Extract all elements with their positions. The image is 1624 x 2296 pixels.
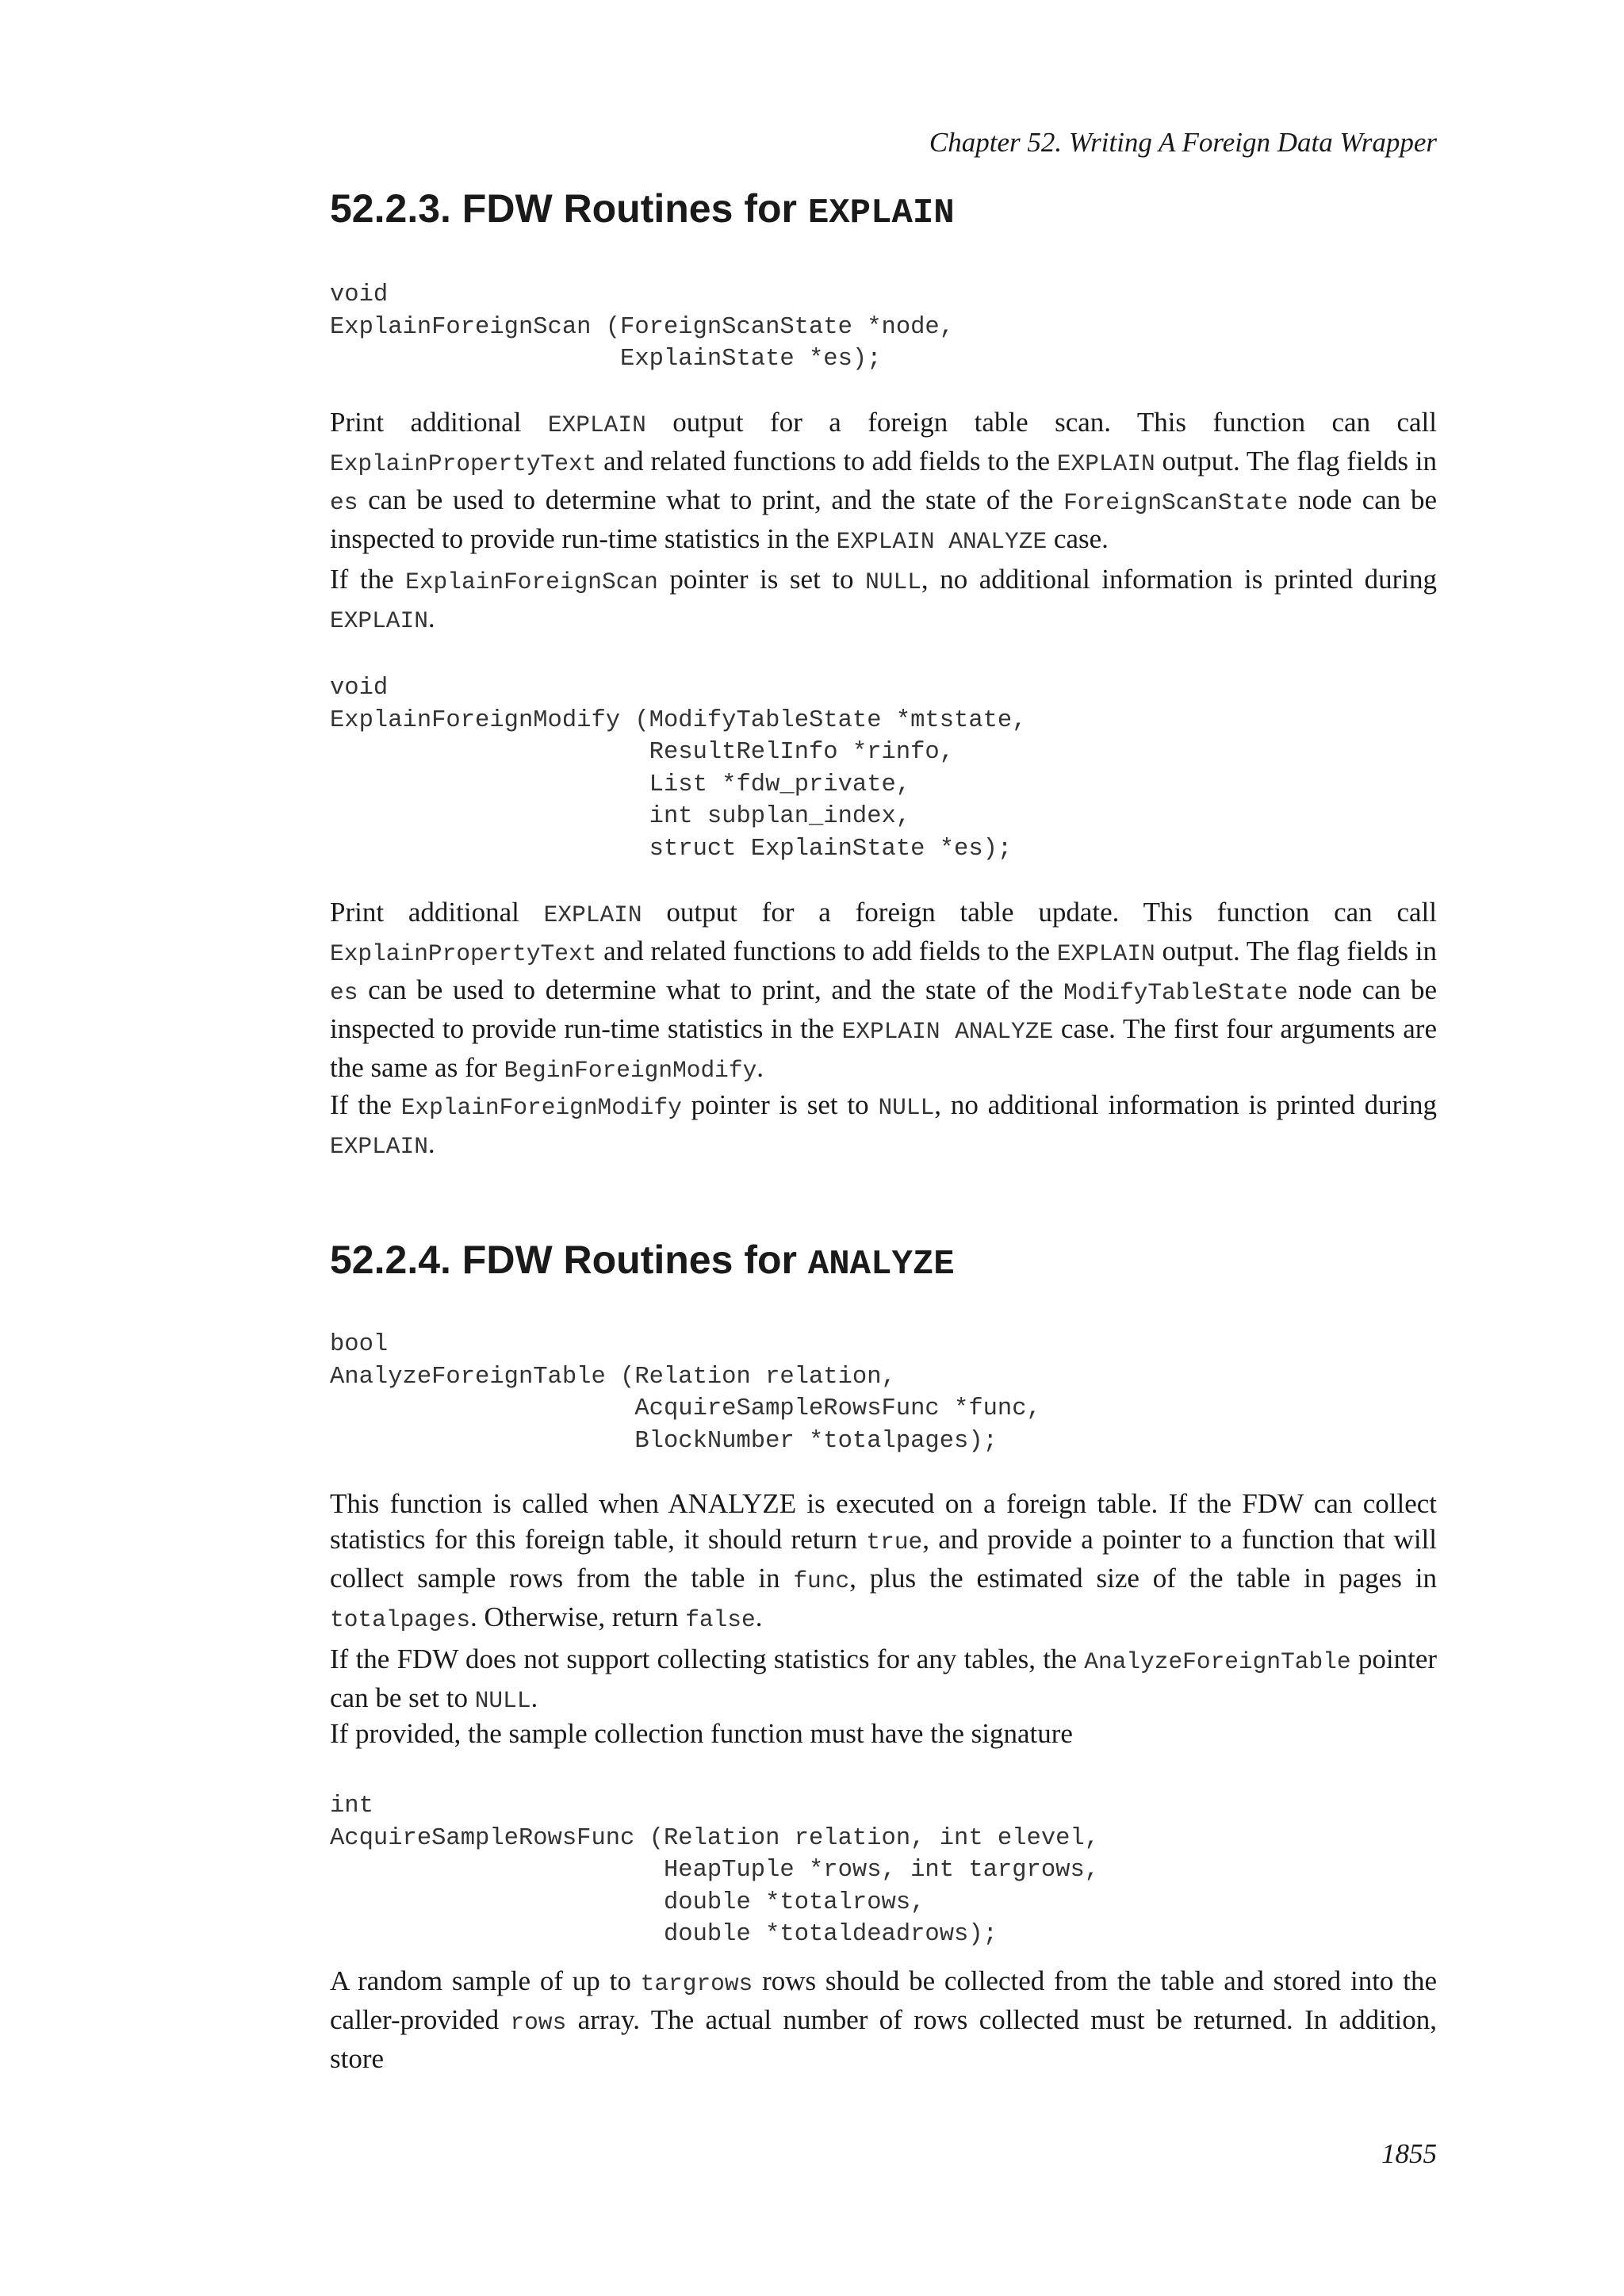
code-acquire-sample-rows-func: int AcquireSampleRowsFunc (Relation relation, int elevel, HeapTuple *rows, int targrows, double *totalrows, double *totaldeadrows); xyxy=(330,1793,1100,1948)
paragraph-explain-modify-description: Print additional EXPLAIN output for a foreign table update. This function can call ExplainPropertyText and related functions to add fields to the EXPLAIN output. The flag fields in es can be used to determine what to print, and the state of the ModifyTableState node can be inspected to provide run-time statistics in the EXPLAIN ANALYZE case. The first four arguments are the same as for BeginForeignModify. xyxy=(330,897,1437,1084)
code-explain-foreign-modify: void ExplainForeignModify (ModifyTableState *mtstate, ResultRelInfo *rinfo, List *fdw_private, int subplan_index, struct ExplainState *es); xyxy=(330,675,1027,863)
paragraph-explain-scan-null: If the ExplainForeignScan pointer is set to NULL, no additional information is printed during EXPLAIN. xyxy=(330,564,1437,634)
page-number: 1855 xyxy=(1381,2138,1437,2169)
section-heading-analyze xyxy=(330,1237,955,1288)
paragraph-random-sample: A random sample of up to targrows rows should be collected from the table and stored into the caller-provided rows array. The actual number of rows collected must be returned. In addition, store xyxy=(330,1965,1438,2074)
paragraph-explain-scan-description: Print additional EXPLAIN output for a foreign table scan. This function can call ExplainPropertyText and related functions to add fields to the EXPLAIN output. The flag fields in es can be used to determine what to print, and the state of the ForeignScanState node can be inspected to provide run-time statistics in the EXPLAIN ANALYZE case. xyxy=(330,407,1437,555)
heading-code: ANALYZE xyxy=(807,1245,955,1284)
heading-text: 52.2.4. FDW Routines for xyxy=(330,1238,808,1282)
paragraph-explain-modify-null: If the ExplainForeignModify pointer is set to NULL, no additional information is printed during EXPLAIN. xyxy=(330,1089,1438,1160)
heading-code: EXPLAIN xyxy=(807,193,955,233)
running-header: Chapter 52. Writing A Foreign Data Wrapper xyxy=(929,127,1437,158)
heading-text: 52.2.3. FDW Routines for xyxy=(330,186,808,231)
code-explain-foreign-scan: void ExplainForeignScan (ForeignScanState *node, ExplainState *es); xyxy=(330,281,955,373)
paragraph-sample-signature-intro: If provided, the sample collection function must have the signature xyxy=(330,1718,1073,1749)
code-analyze-foreign-table: bool AnalyzeForeignTable (Relation relation, AcquireSampleRowsFunc *func, BlockNumber *totalpages); xyxy=(330,1331,1041,1455)
paragraph-analyze-null: If the FDW does not support collecting statistics for any tables, the AnalyzeForeignTable pointer can be set to NULL. xyxy=(330,1644,1438,1714)
section-heading-explain xyxy=(330,186,955,236)
paragraph-analyze-description: This function is called when ANALYZE is executed on a foreign table. If the FDW can collect statistics for this foreign table, it should return true, and provide a pointer to a function that will collect sample rows from the table in func, plus the estimated size of the table in pages in totalpages. Otherwise, return false. xyxy=(330,1488,1437,1633)
